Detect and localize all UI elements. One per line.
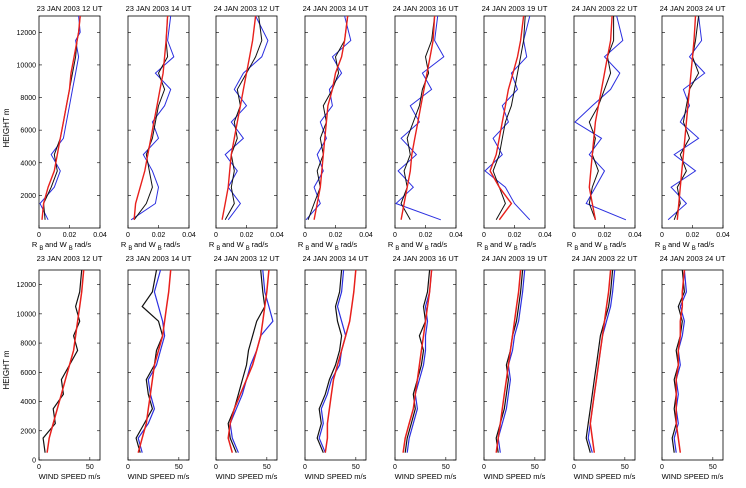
bottom-panel-title: 24 JAN 2003 19 UT (481, 254, 548, 263)
top-series-black (225, 16, 262, 220)
top-panel-4 (298, 4, 373, 252)
top-panel-5 (388, 4, 463, 252)
bottom-xtick-label: 50 (85, 464, 94, 471)
top-panel-title: 24 JAN 2003 12 UT (213, 4, 280, 13)
bottom-panel-4 (303, 254, 369, 481)
bottom-xtick-label: 0 (572, 464, 576, 471)
top-series-blue (396, 16, 444, 220)
top-xlabel: R $_B$ and W $_B$ rad/s (654, 240, 715, 252)
top-xtick-label: 0.02 (507, 232, 522, 239)
bottom-ytick-label: 0 (32, 457, 36, 465)
top-panel-2 (121, 4, 196, 252)
bottom-xtick-label: 50 (708, 464, 717, 471)
bottom-xtick-label: 50 (620, 464, 629, 471)
top-row-panels (17, 4, 730, 252)
bottom-xlabel: WIND SPEED m/s (215, 472, 278, 481)
bottom-xlabel: WIND SPEED m/s (483, 472, 546, 481)
bottom-xlabel: WIND SPEED m/s (38, 472, 101, 481)
top-xtick-label: 0 (126, 232, 130, 239)
bottom-panel-1 (17, 254, 103, 481)
top-panel-title: 24 JAN 2003 14 UT (302, 4, 369, 13)
bottom-panel-title: 24 JAN 2003 24 UT (659, 254, 726, 263)
top-panel-frame (216, 16, 277, 228)
top-xlabel: R $_B$ and W $_B$ rad/s (31, 240, 92, 252)
bottom-panel-title: 24 JAN 2003 22 UT (571, 254, 638, 263)
bottom-series-blue (138, 270, 164, 453)
top-series-red (589, 16, 612, 220)
bottom-panel-6 (482, 254, 548, 481)
top-xtick-label: 0.04 (538, 232, 552, 239)
top-xtick-label: 0.04 (449, 232, 463, 239)
top-ytick-label: 2000 (20, 192, 36, 200)
top-series-blue (575, 16, 626, 220)
bottom-xtick-label: 50 (351, 464, 360, 471)
bottom-xlabel: WIND SPEED m/s (304, 472, 367, 481)
bottom-xlabel: WIND SPEED m/s (394, 472, 457, 481)
top-xlabel: R $_B$ and W $_B$ rad/s (208, 240, 269, 252)
bottom-panel-title: 23 JAN 2003 12 UT (36, 254, 103, 263)
top-xlabel: R $_B$ and W $_B$ rad/s (387, 240, 448, 252)
top-xlabel: R $_B$ and W $_B$ rad/s (566, 240, 627, 252)
bottom-ytick-label: 4000 (20, 399, 36, 407)
bottom-xtick-label: 0 (660, 464, 664, 471)
bottom-xtick-label: 0 (37, 464, 41, 471)
top-panel-8 (655, 4, 730, 252)
top-xtick-label: 0.04 (359, 232, 373, 239)
top-xtick-label: 0 (482, 232, 486, 239)
top-series-black (44, 16, 81, 220)
bottom-series-black (228, 270, 265, 453)
bottom-xtick-label: 0 (393, 464, 397, 471)
top-xtick-label: 0.04 (628, 232, 642, 239)
top-xlabel: R $_B$ and W $_B$ rad/s (297, 240, 358, 252)
top-xtick-label: 0.04 (270, 232, 284, 239)
bottom-series-black (43, 270, 82, 453)
top-series-black (308, 16, 348, 220)
bottom-row-panels (17, 254, 726, 481)
top-panel-7 (567, 4, 642, 252)
bottom-panel-title: 23 JAN 2003 14 UT (125, 254, 192, 263)
bottom-series-red (403, 270, 432, 453)
bottom-panel-title: 24 JAN 2003 14 UT (302, 254, 369, 263)
bottom-ytick-label: 10000 (16, 311, 36, 319)
top-series-blue (131, 16, 174, 220)
top-xtick-label: 0.02 (597, 232, 612, 239)
bottom-series-red (228, 270, 269, 453)
top-panel-frame (662, 16, 723, 228)
top-xtick-label: 0 (214, 232, 218, 239)
bottom-series-red (590, 270, 610, 453)
bottom-xtick-label: 0 (126, 464, 130, 471)
top-series-red (677, 16, 695, 220)
bottom-panel-frame (128, 270, 189, 460)
bottom-xtick-label: 0 (303, 464, 307, 471)
bottom-xtick-label: 50 (262, 464, 271, 471)
top-xlabel: R $_B$ and W $_B$ rad/s (120, 240, 181, 252)
bottom-ytick-label: 12000 (16, 282, 36, 290)
bottom-xlabel: WIND SPEED m/s (573, 472, 636, 481)
bottom-series-blue (588, 270, 615, 453)
top-panel-title: 24 JAN 2003 19 UT (481, 4, 548, 13)
top-xtick-label: 0 (572, 232, 576, 239)
top-ytick-label: 6000 (20, 127, 36, 135)
top-xtick-label: 0.02 (62, 232, 77, 239)
bottom-xtick-label: 50 (530, 464, 539, 471)
top-xtick-label: 0 (660, 232, 664, 239)
top-xtick-label: 0.02 (685, 232, 700, 239)
bottom-panel-frame (484, 270, 545, 460)
bottom-panel-3 (214, 254, 280, 481)
top-row-ylabel: HEIGHT m (2, 108, 11, 148)
top-panel-frame (39, 16, 100, 228)
top-panel-title: 24 JAN 2003 24 UT (659, 4, 726, 13)
top-panel-frame (484, 16, 545, 228)
bottom-xtick-label: 0 (214, 464, 218, 471)
top-series-red (134, 16, 168, 220)
bottom-panel-5 (393, 254, 459, 481)
bottom-panel-frame (574, 270, 635, 460)
bottom-ytick-label: 6000 (20, 369, 36, 377)
top-series-red (222, 16, 256, 220)
top-panel-6 (477, 4, 552, 252)
bottom-panel-2 (126, 254, 192, 481)
bottom-panel-7 (572, 254, 638, 481)
bottom-series-blue (319, 270, 346, 453)
top-xtick-label: 0 (393, 232, 397, 239)
top-xtick-label: 0 (303, 232, 307, 239)
top-panel-1 (17, 4, 107, 252)
top-panel-title: 24 JAN 2003 22 UT (571, 4, 638, 13)
bottom-xtick-label: 50 (174, 464, 183, 471)
bottom-panel-frame (662, 270, 723, 460)
top-panel-title: 23 JAN 2003 12 UT (36, 4, 103, 13)
bottom-series-red (496, 270, 520, 453)
top-xtick-label: 0.02 (151, 232, 166, 239)
top-series-blue (40, 16, 80, 220)
top-panel-title: 23 JAN 2003 14 UT (125, 4, 192, 13)
top-xtick-label: 0.04 (716, 232, 730, 239)
bottom-xtick-label: 0 (482, 464, 486, 471)
top-series-black (493, 16, 525, 220)
top-ytick-label: 8000 (20, 95, 36, 103)
bottom-panel-title: 24 JAN 2003 12 UT (213, 254, 280, 263)
top-xtick-label: 0.02 (239, 232, 254, 239)
top-panel-3 (209, 4, 284, 252)
bottom-panel-8 (660, 254, 726, 481)
top-xtick-label: 0.04 (182, 232, 196, 239)
bottom-xtick-label: 50 (441, 464, 450, 471)
top-panel-title: 24 JAN 2003 16 UT (392, 4, 459, 13)
top-series-red (42, 16, 80, 220)
top-xtick-label: 0 (37, 232, 41, 239)
bottom-xlabel: WIND SPEED m/s (661, 472, 724, 481)
top-ytick-label: 12000 (16, 29, 36, 37)
top-panel-frame (574, 16, 635, 228)
bottom-series-blue (498, 270, 525, 453)
top-ytick-label: 10000 (16, 62, 36, 70)
top-xtick-label: 0.02 (328, 232, 343, 239)
top-xtick-label: 0.04 (93, 232, 107, 239)
bottom-ytick-label: 2000 (20, 428, 36, 436)
top-ytick-label: 4000 (20, 160, 36, 168)
top-xlabel: R $_B$ and W $_B$ rad/s (476, 240, 537, 252)
bottom-ytick-label: 8000 (20, 340, 36, 348)
bottom-row-ylabel: HEIGHT m (2, 350, 11, 390)
bottom-xlabel: WIND SPEED m/s (127, 472, 190, 481)
top-panel-frame (305, 16, 366, 228)
bottom-panel-title: 24 JAN 2003 16 UT (392, 254, 459, 263)
bottom-series-black (136, 270, 163, 453)
top-xtick-label: 0.02 (418, 232, 433, 239)
